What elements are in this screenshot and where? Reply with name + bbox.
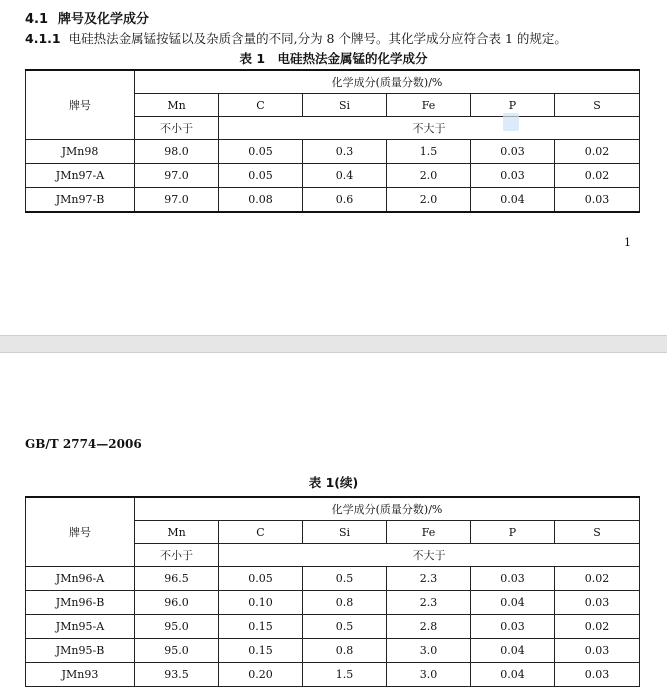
value-cell: 0.8: [303, 639, 387, 663]
value-cell: 0.03: [555, 639, 640, 663]
value-cell: 96.5: [135, 567, 219, 591]
section-number: 4.1: [25, 12, 49, 27]
value-cell: 0.03: [555, 663, 640, 687]
table-row: [26, 615, 640, 639]
value-cell: 0.8: [303, 591, 387, 615]
element-header: S: [555, 521, 640, 544]
value-cell: 0.04: [471, 663, 555, 687]
brand-cell: JMn93: [26, 663, 135, 687]
value-cell: 95.0: [135, 639, 219, 663]
value-cell: 1.5: [387, 140, 471, 164]
value-cell: 0.15: [219, 615, 303, 639]
table-row: [26, 140, 640, 164]
value-cell: 0.5: [303, 567, 387, 591]
value-cell: 2.0: [387, 164, 471, 188]
element-header: C: [219, 521, 303, 544]
table-row: [26, 567, 640, 591]
brand-cell: JMn98: [26, 140, 135, 164]
value-cell: 0.20: [219, 663, 303, 687]
value-cell: 97.0: [135, 164, 219, 188]
value-cell: 3.0: [387, 639, 471, 663]
table-caption: 表 1 电硅热法金属锰的化学成分: [239, 51, 428, 66]
brand-cell: JMn95-B: [26, 639, 135, 663]
composition-header: 化学成分(质量分数)/%: [135, 497, 640, 521]
value-cell: 2.3: [387, 591, 471, 615]
value-cell: 95.0: [135, 615, 219, 639]
table-row: [26, 663, 640, 687]
value-cell: 0.08: [219, 188, 303, 213]
value-cell: 1.5: [303, 663, 387, 687]
element-header: S: [555, 94, 640, 117]
min-limit-label: 不小于: [135, 544, 219, 567]
value-cell: 0.05: [219, 567, 303, 591]
max-limit-label: 不大于: [219, 117, 640, 140]
value-cell: 0.15: [219, 639, 303, 663]
value-cell: 98.0: [135, 140, 219, 164]
brand-header: 牌号: [26, 497, 135, 567]
value-cell: 0.03: [471, 615, 555, 639]
clause-paragraph: [25, 29, 567, 47]
watermark-icon: [503, 113, 519, 131]
element-header: P: [471, 94, 555, 117]
value-cell: 2.0: [387, 188, 471, 213]
clause-number: 4.1.1: [25, 31, 61, 46]
value-cell: 96.0: [135, 591, 219, 615]
value-cell: 0.10: [219, 591, 303, 615]
clause-text: 电硅热法金属锰按锰以及杂质含量的不同,分为 8 个牌号。其化学成分应符合表 1 的规定。: [68, 31, 567, 46]
value-cell: 3.0: [387, 663, 471, 687]
standard-number: GB/T 2774—2006: [25, 437, 142, 451]
document-page-1: [0, 0, 667, 335]
table-row: [26, 639, 640, 663]
brand-cell: JMn97-A: [26, 164, 135, 188]
value-cell: 93.5: [135, 663, 219, 687]
document-page-2: [0, 353, 667, 697]
value-cell: 0.03: [471, 164, 555, 188]
element-header: Si: [303, 94, 387, 117]
page-separator: [0, 335, 667, 353]
table-row: [26, 164, 640, 188]
value-cell: 0.04: [471, 188, 555, 213]
value-cell: 0.6: [303, 188, 387, 213]
composition-header: 化学成分(质量分数)/%: [135, 70, 640, 94]
value-cell: 0.03: [555, 188, 640, 213]
table-row: [26, 591, 640, 615]
element-header: Fe: [387, 521, 471, 544]
table-row: [26, 188, 640, 213]
element-header: Mn: [135, 94, 219, 117]
element-header: Mn: [135, 521, 219, 544]
table-caption-continued: 表 1(续): [308, 475, 359, 490]
value-cell: 97.0: [135, 188, 219, 213]
value-cell: 0.05: [219, 164, 303, 188]
value-cell: 0.03: [471, 140, 555, 164]
value-cell: 0.05: [219, 140, 303, 164]
value-cell: 0.3: [303, 140, 387, 164]
value-cell: 0.02: [555, 140, 640, 164]
value-cell: 2.8: [387, 615, 471, 639]
value-cell: 0.04: [471, 639, 555, 663]
value-cell: 0.5: [303, 615, 387, 639]
brand-cell: JMn96-B: [26, 591, 135, 615]
value-cell: 0.04: [471, 591, 555, 615]
brand-cell: JMn95-A: [26, 615, 135, 639]
brand-cell: JMn97-B: [26, 188, 135, 213]
value-cell: 0.4: [303, 164, 387, 188]
min-limit-label: 不小于: [135, 117, 219, 140]
max-limit-label: 不大于: [219, 544, 640, 567]
value-cell: 2.3: [387, 567, 471, 591]
element-header: P: [471, 521, 555, 544]
value-cell: 0.02: [555, 615, 640, 639]
chemical-composition-table-continued: [25, 496, 640, 687]
value-cell: 0.02: [555, 164, 640, 188]
brand-header: 牌号: [26, 70, 135, 140]
value-cell: 0.02: [555, 567, 640, 591]
section-title: 牌号及化学成分: [58, 12, 150, 27]
brand-cell: JMn96-A: [26, 567, 135, 591]
chemical-composition-table: [25, 69, 640, 213]
section-heading: [25, 8, 149, 27]
page-number: 1: [624, 236, 631, 249]
value-cell: 0.03: [555, 591, 640, 615]
element-header: C: [219, 94, 303, 117]
element-header: Si: [303, 521, 387, 544]
element-header: Fe: [387, 94, 471, 117]
value-cell: 0.03: [471, 567, 555, 591]
